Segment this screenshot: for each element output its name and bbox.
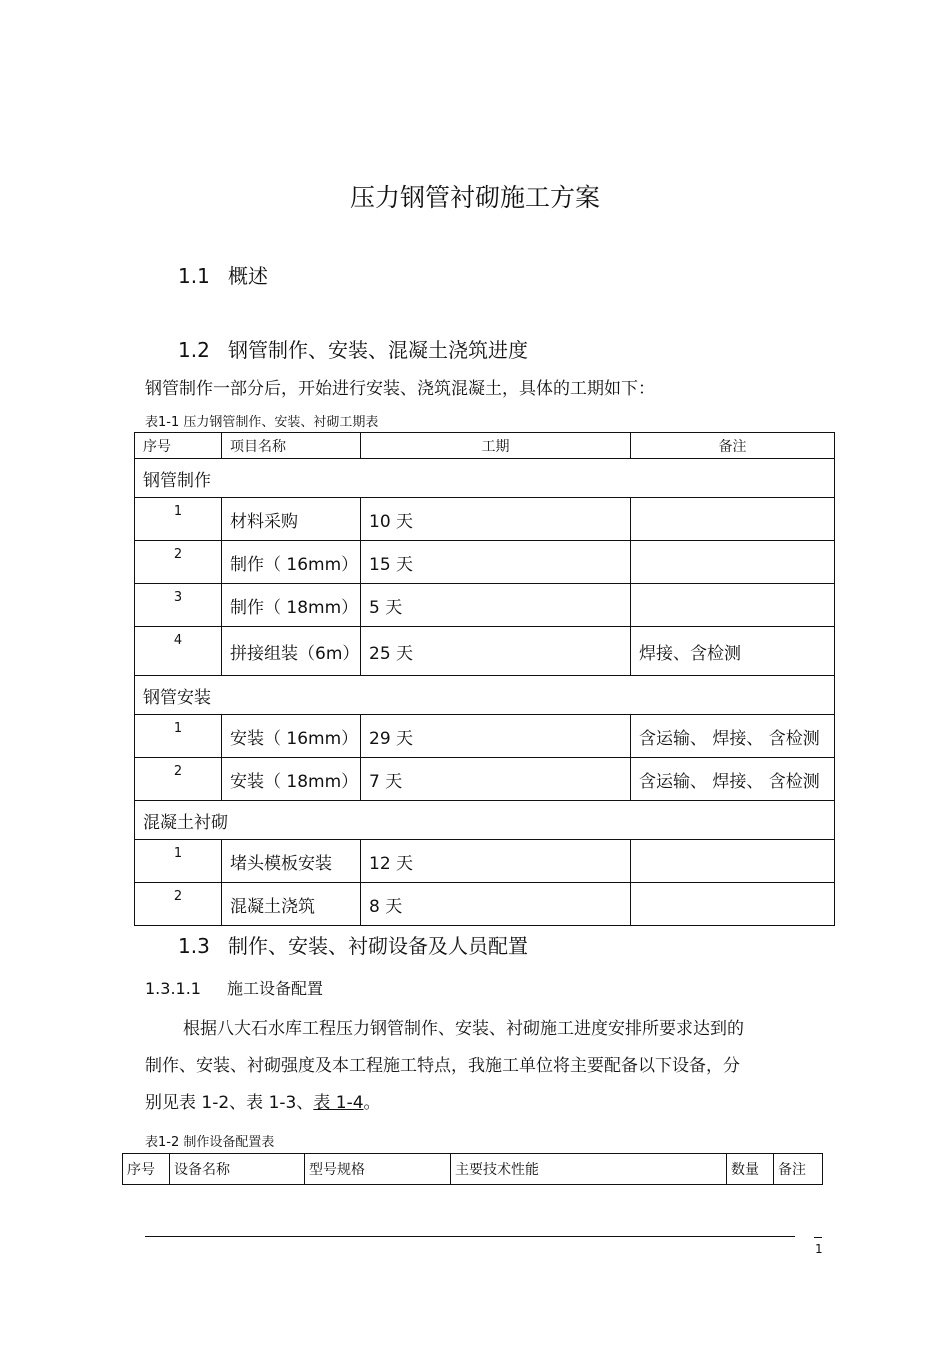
item-name: 堵头模板安装	[222, 840, 361, 883]
section-1-1-heading	[178, 260, 268, 289]
footer-rule-tick	[814, 1237, 822, 1238]
row-index: 1	[135, 840, 222, 883]
table-header-row	[123, 1154, 823, 1185]
section-title: 钢管制作、安装、混凝土浇筑进度	[228, 338, 528, 362]
table-row	[135, 758, 835, 801]
page-title: 压力钢管衬砌施工方案	[349, 183, 600, 212]
section-label: 混凝土衬砌	[135, 801, 835, 840]
item-period: 25 天	[361, 627, 631, 676]
table-header-row	[135, 433, 835, 459]
item-period: 7 天	[361, 758, 631, 801]
section-label: 钢管制作	[135, 459, 835, 498]
section-1-2-heading	[178, 334, 528, 363]
table-1-1-caption: 表1-1 压力钢管制作、安装、衬砌工期表	[145, 415, 379, 430]
section-title: 概述	[228, 264, 268, 288]
item-note: 焊接、含检测	[631, 627, 835, 676]
header-cell: 备注	[631, 433, 835, 459]
table-row	[135, 541, 835, 584]
row-index: 4	[135, 627, 222, 676]
text-span: 。	[363, 1093, 381, 1113]
item-name: 制作（ 16mm）	[222, 541, 361, 584]
table-row	[135, 883, 835, 926]
item-note: 含运输、 焊接、 含检测	[631, 758, 835, 801]
section-row	[135, 676, 835, 715]
item-period: 12 天	[361, 840, 631, 883]
page-number: 1	[815, 1242, 823, 1256]
table-row	[135, 584, 835, 627]
header-cell: 设备名称	[170, 1154, 305, 1185]
table-row	[135, 840, 835, 883]
equipment-paragraph-line-3	[145, 1088, 381, 1113]
item-name: 安装（ 16mm）	[222, 715, 361, 758]
row-index: 1	[135, 715, 222, 758]
item-name: 拼接组装（6m）	[222, 627, 361, 676]
section-number: 1.2	[178, 338, 210, 362]
section-number: 1.3	[178, 934, 210, 958]
header-cell: 主要技术性能	[451, 1154, 727, 1185]
item-note	[631, 584, 835, 627]
header-cell: 序号	[123, 1154, 170, 1185]
header-cell: 项目名称	[222, 433, 361, 459]
equipment-paragraph-line-2: 制作、安装、衬砌强度及本工程施工特点，我施工单位将主要配备以下设备，分	[145, 1056, 740, 1076]
section-title: 制作、安装、衬砌设备及人员配置	[228, 934, 528, 958]
item-period: 5 天	[361, 584, 631, 627]
footer-rule	[145, 1236, 795, 1237]
header-cell: 备注	[774, 1154, 823, 1185]
item-name: 制作（ 18mm）	[222, 584, 361, 627]
item-name: 安装（ 18mm）	[222, 758, 361, 801]
row-index: 2	[135, 541, 222, 584]
header-cell: 数量	[727, 1154, 774, 1185]
table-1-4-link[interactable]: 表 1-4	[313, 1093, 364, 1113]
item-note	[631, 883, 835, 926]
table-row	[135, 627, 835, 676]
item-period: 10 天	[361, 498, 631, 541]
row-index: 3	[135, 584, 222, 627]
section-row	[135, 459, 835, 498]
text-span: 别见表 1-2、表 1-3、	[145, 1093, 314, 1113]
item-period: 8 天	[361, 883, 631, 926]
item-note	[631, 498, 835, 541]
item-note	[631, 840, 835, 883]
item-name: 混凝土浇筑	[222, 883, 361, 926]
row-index: 2	[135, 758, 222, 801]
section-1-3-heading	[178, 930, 528, 959]
item-name: 材料采购	[222, 498, 361, 541]
section-row	[135, 801, 835, 840]
item-note	[631, 541, 835, 584]
section-number: 1.1	[178, 264, 210, 288]
subsection-title: 施工设备配置	[227, 979, 324, 998]
equipment-paragraph-line-1: 根据八大石水库工程压力钢管制作、安装、衬砌施工进度安排所要求达到的	[183, 1019, 744, 1039]
row-index: 1	[135, 498, 222, 541]
section-label: 钢管安装	[135, 676, 835, 715]
schedule-intro-paragraph: 钢管制作一部分后，开始进行安装、浇筑混凝土，具体的工期如下：	[145, 379, 655, 399]
item-note: 含运输、 焊接、 含检测	[631, 715, 835, 758]
header-cell: 序号	[135, 433, 222, 459]
row-index: 2	[135, 883, 222, 926]
header-cell: 工期	[361, 433, 631, 459]
table-row	[135, 498, 835, 541]
item-period: 15 天	[361, 541, 631, 584]
header-cell: 型号规格	[305, 1154, 451, 1185]
table-row	[135, 715, 835, 758]
item-period: 29 天	[361, 715, 631, 758]
subsection-1-3-1-1-heading	[145, 976, 323, 999]
table-1-2-caption: 表1-2 制作设备配置表	[145, 1135, 275, 1150]
subsection-number: 1.3.1.1	[145, 979, 201, 998]
schedule-table	[134, 432, 835, 926]
equipment-table	[122, 1153, 823, 1185]
